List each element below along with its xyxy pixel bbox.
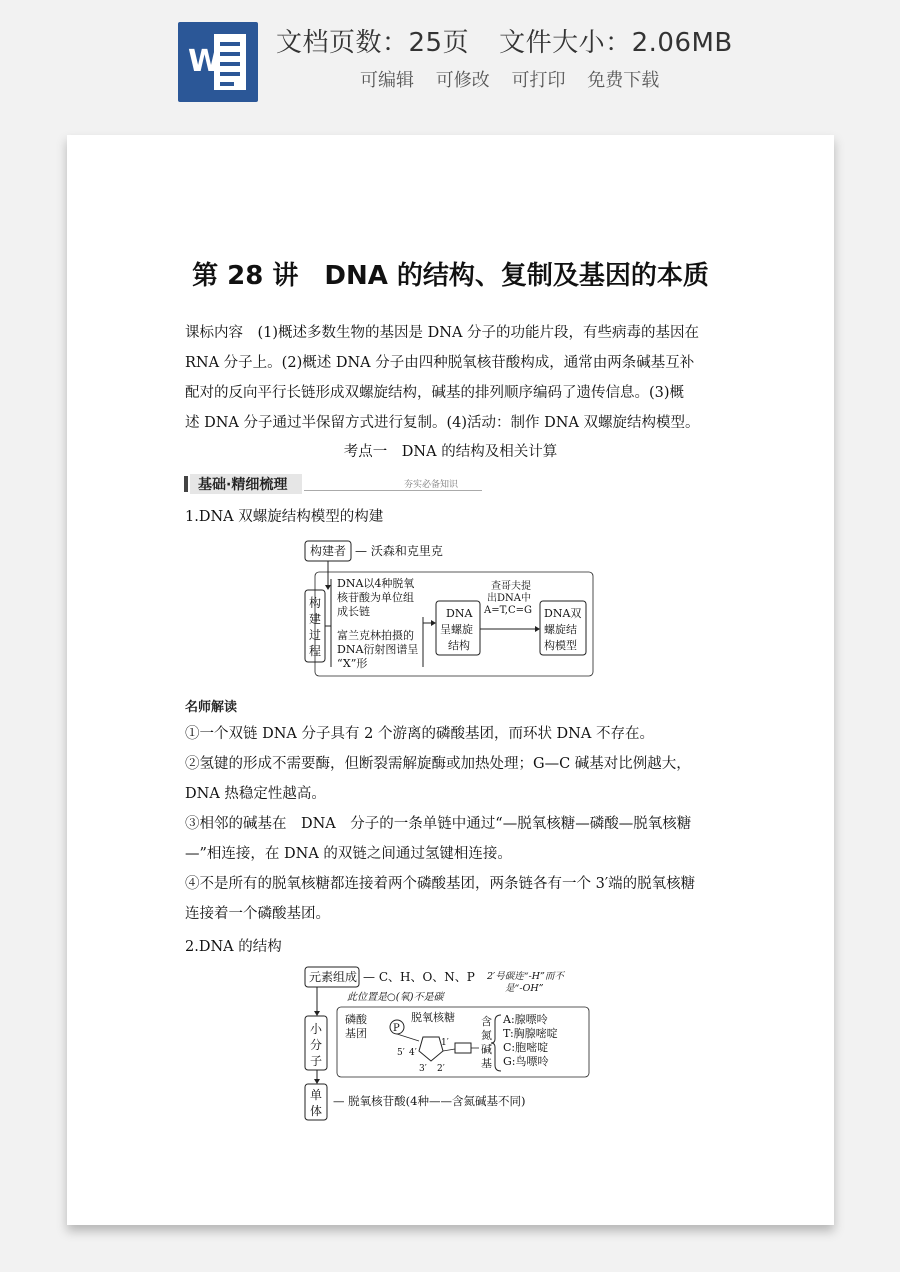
small-molecule-char: 分 bbox=[310, 1038, 323, 1052]
middle-box-line: DNA bbox=[446, 607, 473, 620]
step-a-line: 成长链 bbox=[337, 605, 370, 618]
base-a: A:腺嘌呤 bbox=[503, 1013, 548, 1026]
curriculum-standard bbox=[185, 318, 720, 438]
teacher-notes-heading: 名师解读 bbox=[185, 700, 238, 715]
process-box-char: 程 bbox=[309, 644, 322, 658]
step-a-line: DNA以4种脱氧 bbox=[337, 577, 415, 590]
arrow-note-line: 出DNA中 bbox=[487, 593, 531, 604]
base-g: G:鸟嘌呤 bbox=[503, 1055, 549, 1068]
file-size: 文件大小：2.06MB bbox=[499, 28, 733, 58]
feature-free-download: 免费下载 bbox=[587, 70, 660, 91]
note-line: 连接着一个磷酸基团。 bbox=[185, 906, 330, 922]
base-box-char: 碱 bbox=[481, 1043, 492, 1056]
arrow-note-line: A=T,C=G bbox=[484, 605, 532, 616]
standard-line: 课标内容 (1)概述多数生物的基因是 DNA 分子的功能片段，有些病毒的基因在 bbox=[185, 325, 700, 341]
note-line: ③相邻的碱基在 DNA 分子的一条单链中通过“—脱氧核糖—磷酸—脱氧核糖 bbox=[185, 816, 692, 832]
carbon-4-label: 4′ bbox=[409, 1048, 417, 1058]
note-line: —”相连接，在 DNA 的双链之间通过氢键相连接。 bbox=[185, 846, 512, 862]
note-line: ④不是所有的脱氧核糖都连接着两个磷酸基团，两条链各有一个 3′端的脱氧核糖 bbox=[185, 876, 696, 892]
section-note: 夯实必备知识 bbox=[404, 480, 459, 490]
monomer-text: — 脱氧核苷酸(4种——含氮碱基不同) bbox=[333, 1094, 526, 1108]
base-box-char: 基 bbox=[481, 1057, 492, 1070]
builders-box-label: 构建者 bbox=[310, 544, 347, 558]
standard-line: 述 DNA 分子通过半保留方式进行复制。(4)活动：制作 DNA 双螺旋结构模型。 bbox=[185, 415, 700, 431]
base-t: T:胸腺嘧啶 bbox=[503, 1027, 558, 1040]
word-icon-letter: W bbox=[188, 44, 222, 79]
elements-box-label: 元素组成 bbox=[309, 970, 358, 984]
final-box-line: DNA双 bbox=[544, 607, 582, 620]
phosphate-symbol: P bbox=[393, 1023, 400, 1034]
process-box-char: 建 bbox=[309, 612, 322, 626]
middle-box-line: 呈螺旋 bbox=[440, 623, 473, 636]
section-label-bar bbox=[184, 474, 484, 494]
handwritten-note-right: 2′号碳连“-H”而不 bbox=[487, 971, 564, 982]
download-banner bbox=[0, 0, 900, 118]
section-marker bbox=[184, 476, 188, 492]
monomer-char: 单 bbox=[310, 1088, 323, 1102]
section-heading-kaodian: 考点一 DNA 的结构及相关计算 bbox=[343, 444, 558, 460]
final-box-line: 螺旋结 bbox=[544, 623, 577, 636]
base-c: C:胞嘧啶 bbox=[503, 1041, 549, 1054]
dna-structure-diagram bbox=[301, 963, 601, 1123]
builders-text: — 沃森和克里克 bbox=[355, 544, 443, 558]
small-molecule-char: 子 bbox=[310, 1054, 323, 1068]
step-a-line: 核苷酸为单位组 bbox=[337, 591, 414, 604]
handwritten-note-right: 是“-OH” bbox=[505, 983, 544, 994]
page-count: 文档页数：25页 bbox=[276, 28, 470, 58]
page-title: 第 28 讲 DNA 的结构、复制及基因的本质 bbox=[192, 261, 709, 291]
note-line: DNA 热稳定性越高。 bbox=[185, 786, 326, 802]
arrow-note-line: 查哥夫提 bbox=[491, 581, 531, 592]
feature-list bbox=[360, 66, 669, 92]
feature-modifiable: 可修改 bbox=[435, 70, 490, 91]
standard-line: RNA 分子上。(2)概述 DNA 分子由四种脱氧核苷酸构成，通常由两条碱基互补 bbox=[185, 355, 695, 371]
final-box-line: 构模型 bbox=[544, 639, 577, 652]
feature-printable: 可打印 bbox=[511, 70, 566, 91]
step-b-line: DNA衍射图谱呈 bbox=[337, 643, 419, 656]
handwritten-note-left: 此位置是○(氧)不是碳 bbox=[347, 992, 444, 1003]
note-line: ②氢键的形成不需要酶，但断裂需解旋酶或加热处理；G—C 碱基对比例越大， bbox=[185, 756, 691, 772]
base-box-char: 含 bbox=[481, 1015, 492, 1028]
elements-text: — C、H、O、N、P bbox=[363, 970, 475, 984]
section-label: 基础·精细梳理 bbox=[198, 477, 288, 493]
base-box-char: 氮 bbox=[481, 1029, 492, 1042]
process-box-char: 过 bbox=[309, 628, 322, 642]
standard-line: 配对的反向平行长链形成双螺旋结构，碱基的排列顺序编码了遗传信息。(3)概 bbox=[185, 385, 685, 401]
carbon-2-label: 2′ bbox=[437, 1064, 445, 1074]
sugar-label: 脱氧核糖 bbox=[411, 1011, 455, 1024]
heading-model-construction: 1.DNA 双螺旋结构模型的构建 bbox=[185, 509, 384, 525]
carbon-1-label: 1′ bbox=[441, 1038, 449, 1048]
file-info bbox=[276, 22, 733, 59]
step-b-line: “X”形 bbox=[337, 657, 368, 670]
monomer-char: 体 bbox=[310, 1104, 323, 1118]
small-molecule-char: 小 bbox=[310, 1022, 323, 1036]
process-box-char: 构 bbox=[309, 596, 322, 610]
carbon-5-label: 5′ bbox=[397, 1048, 405, 1058]
phosphate-label: 磷酸 bbox=[345, 1013, 367, 1026]
heading-dna-structure: 2.DNA 的结构 bbox=[185, 939, 282, 955]
feature-editable: 可编辑 bbox=[360, 70, 414, 91]
teacher-notes bbox=[185, 719, 720, 929]
step-b-line: 富兰克林拍摄的 bbox=[337, 629, 414, 642]
model-construction-diagram bbox=[301, 539, 601, 679]
word-document-icon bbox=[178, 22, 258, 102]
phosphate-label: 基团 bbox=[345, 1027, 367, 1040]
carbon-3-label: 3′ bbox=[419, 1064, 427, 1074]
document-page bbox=[67, 135, 834, 1225]
note-line: ①一个双链 DNA 分子具有 2 个游离的磷酸基团，而环状 DNA 不存在。 bbox=[185, 726, 654, 742]
middle-box-line: 结构 bbox=[448, 639, 470, 652]
